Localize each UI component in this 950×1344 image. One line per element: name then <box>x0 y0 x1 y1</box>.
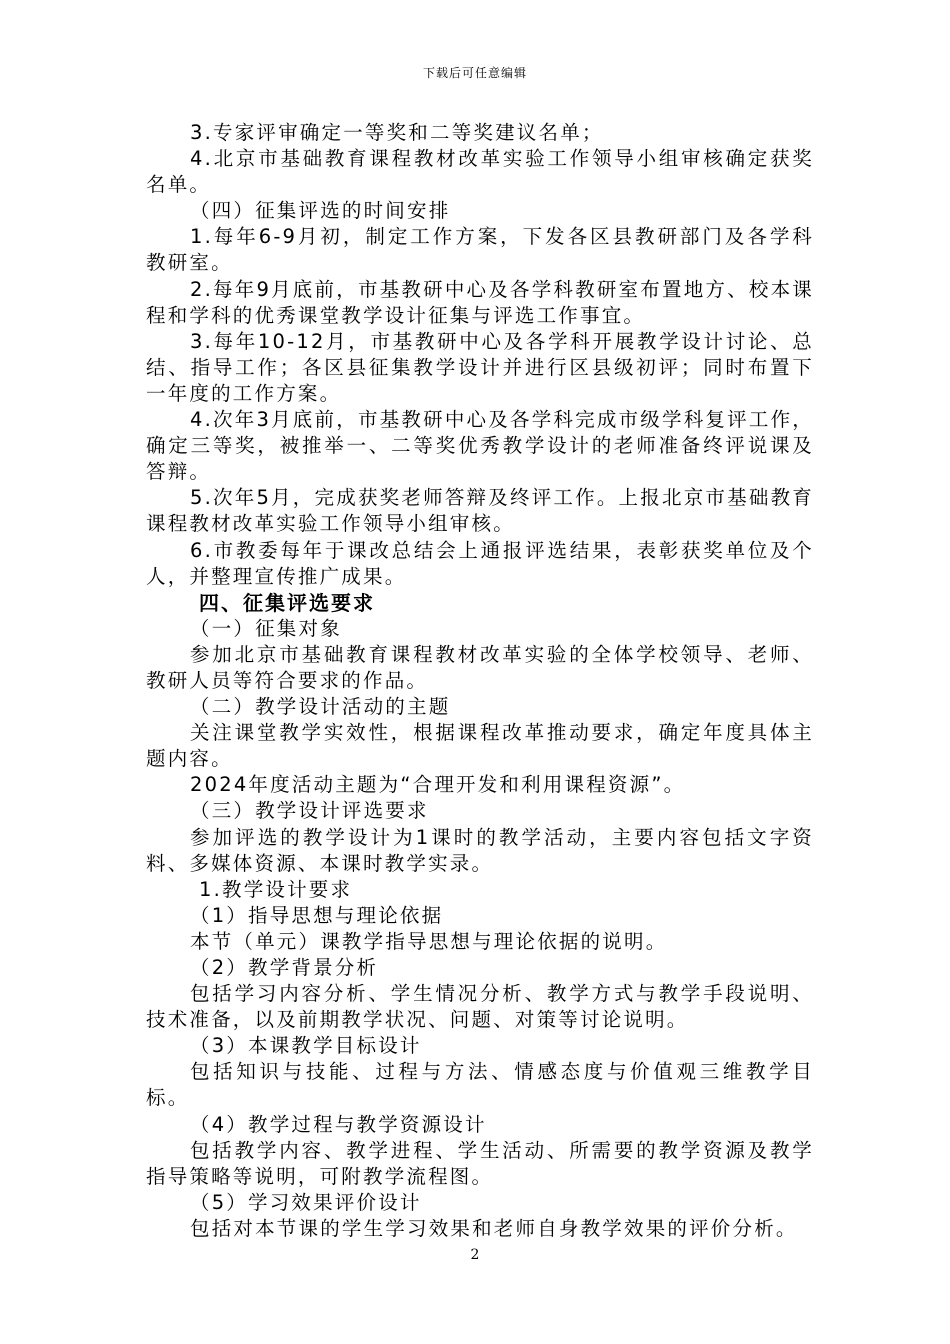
subheading: （5）学习效果评价设计 <box>190 1190 422 1214</box>
paragraph: 参加北京市基础教育课程教材改革实验的全体学校领导、老师、教研人员等符合要求的作品。 <box>146 642 814 692</box>
paragraph: 4.北京市基础教育课程教材改革实验工作领导小组审核确定获奖名单。 <box>146 147 814 197</box>
subheading: （二）教学设计活动的主题 <box>190 695 451 719</box>
paragraph: 5.次年5月，完成获奖老师答辩及终评工作。上报北京市基础教育课程教材改革实验工作领导小组审核。 <box>146 486 814 536</box>
subheading: （3）本课教学目标设计 <box>190 1034 422 1058</box>
paragraph: 包括知识与技能、过程与方法、情感态度与价值观三维教学目标。 <box>146 1060 814 1110</box>
paragraph: 3.每年10-12月，市基教研中心及各学科开展教学设计讨论、总结、指导工作；各区县征集教学设计并进行区县级初评；同时布置下一年度的工作方案。 <box>146 329 814 405</box>
paragraph: 1.每年6-9月初，制定工作方案，下发各区县教研部门及各学科教研室。 <box>146 225 814 275</box>
paragraph: 4.次年3月底前，市基教研中心及各学科完成市级学科复评工作，确定三等奖，被推举一、二等奖优秀教学设计的老师准备终评说课及答辩。 <box>146 408 814 484</box>
paragraph: 6.市教委每年于课改总结会上通报评选结果，表彰获奖单位及个人，并整理宣传推广成果。 <box>146 538 814 588</box>
paragraph: 关注课堂教学实效性，根据课程改革推动要求，确定年度具体主题内容。 <box>146 721 814 771</box>
paragraph: 包括教学内容、教学进程、学生活动、所需要的教学资源及教学指导策略等说明，可附教学流程图。 <box>146 1138 814 1188</box>
paragraph: 2.每年9月底前，市基教研中心及各学科教研室布置地方、校本课程和学科的优秀课堂教学设计征集与评选工作事宜。 <box>146 277 814 327</box>
page-header: 下载后可任意编辑 <box>422 66 527 80</box>
document-body <box>146 120 814 1242</box>
subheading: （一）征集对象 <box>190 616 342 640</box>
paragraph: 本节（单元）课教学指导思想与理论依据的说明。 <box>190 929 668 953</box>
subheading: 1.教学设计要求 <box>199 877 353 901</box>
subheading: （4）教学过程与教学资源设计 <box>190 1112 487 1136</box>
section-heading: 四、征集评选要求 <box>199 590 375 615</box>
paragraph: 2024年度活动主题为“合理开发和利用课程资源”。 <box>190 773 686 797</box>
subheading: （三）教学设计评选要求 <box>190 799 429 823</box>
paragraph: 包括学习内容分析、学生情况分析、教学方式与教学手段说明、技术准备，以及前期教学状况、问题、对策等讨论说明。 <box>146 982 814 1032</box>
subheading: （2）教学背景分析 <box>190 956 379 979</box>
paragraph: 包括对本节课的学生学习效果和老师自身教学效果的评价分析。 <box>190 1216 798 1240</box>
paragraph: 3.专家评审确定一等奖和二等奖建议名单； <box>190 121 604 144</box>
paragraph: 参加评选的教学设计为1课时的教学活动，主要内容包括文字资料、多媒体资源、本课时教学实录。 <box>146 825 814 875</box>
subheading: （1）指导思想与理论依据 <box>190 903 444 927</box>
subheading: （四）征集评选的时间安排 <box>190 199 451 223</box>
page-number: 2 <box>470 1247 480 1263</box>
